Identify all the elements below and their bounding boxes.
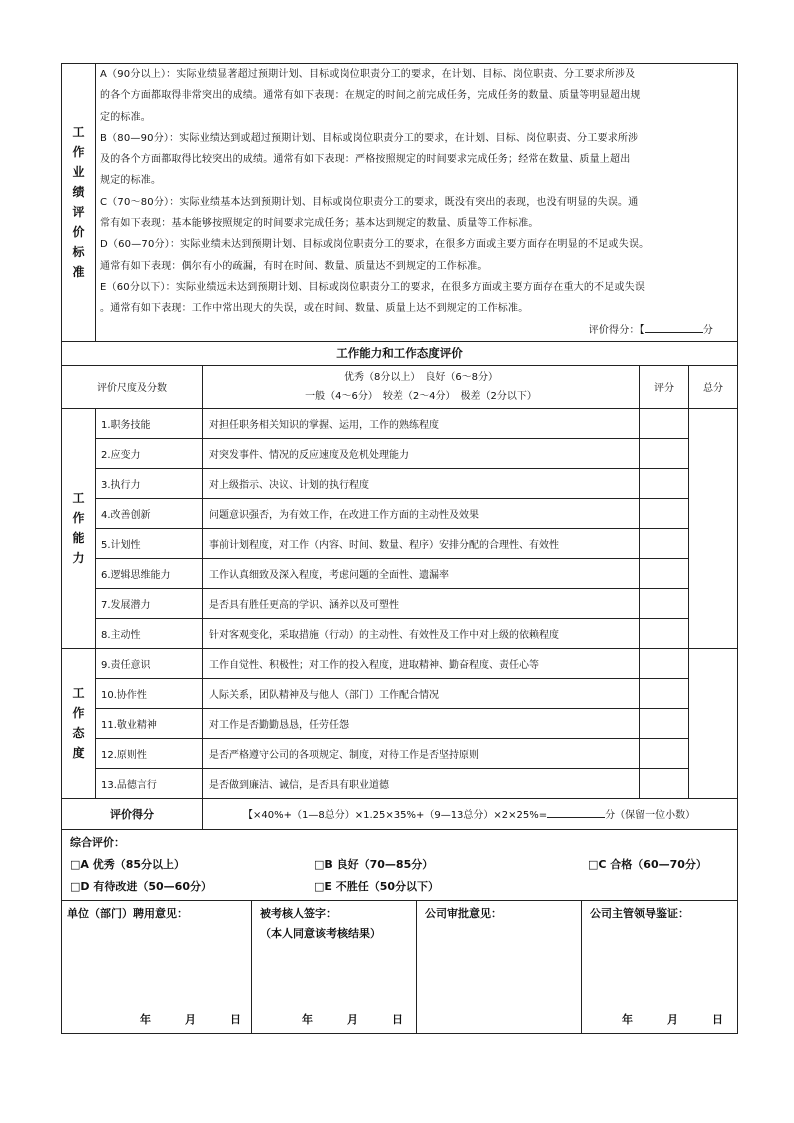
score-cell[interactable] <box>640 648 689 678</box>
score-cell[interactable] <box>640 588 689 618</box>
appraisal-form <box>61 63 737 1034</box>
criteria-line: 常有如下表现：基本能够按照规定的时间要求完成任务；基本达到规定的数量、质量等工作标准。 <box>100 218 539 230</box>
performance-score-line: 评价得分：【 分 <box>100 320 733 341</box>
ability-item-name: 3.执行力 <box>96 468 203 498</box>
attitude-item-desc: 是否严格遵守公司的各项规定、制度，对待工作是否坚持原则 <box>203 738 640 768</box>
ability-item-desc: 对担任职务相关知识的掌握、运用，工作的熟练程度 <box>203 408 640 438</box>
summary-label: 综合评价： <box>70 835 125 849</box>
score-cell[interactable] <box>640 768 689 798</box>
department-opinion-box[interactable]: 单位（部门）聘用意见： 年 月 日 <box>62 901 252 1034</box>
criteria-line: B（80—90分）：实际业绩达到或超过预期计划、目标或岗位职责分工的要求，在计划、目标、岗位职责、分工要求所涉 <box>100 132 639 144</box>
date-line: 年 月 日 <box>140 1012 241 1026</box>
criteria-line: 通常有如下表现：偶尔有小的疏漏，有时在时间、数量、质量达不到规定的工作标准。 <box>100 260 488 272</box>
criteria-line: A（90分以上）：实际业绩显著超过预期计划、目标或岗位职责分工的要求，在计划、目标、岗位职责、分工要求所涉及 <box>100 69 636 80</box>
criteria-line: C（70～80分）：实际业绩基本达到预期计划、目标或岗位职责分工的要求，既没有突出的表现，也没有明显的失误。通 <box>100 196 639 208</box>
ability-total-cell[interactable] <box>689 408 738 648</box>
ability-item-name: 5.计划性 <box>96 528 203 558</box>
criteria-line: 规定的标准。 <box>100 175 162 187</box>
attitude-item-desc: 是否做到廉洁、诚信，是否具有职业道德 <box>203 768 640 798</box>
performance-label: 工 作 业 绩 评 价 标 准 <box>62 64 96 342</box>
form-table <box>61 63 738 901</box>
score-cell[interactable] <box>640 438 689 468</box>
score-cell[interactable] <box>640 708 689 738</box>
option-e-checkbox[interactable]: □E 不胜任（50分以下） <box>314 879 440 893</box>
attitude-item-desc: 对工作是否勤勤恳恳，任劳任怨 <box>203 708 640 738</box>
performance-criteria <box>96 64 738 342</box>
score-cell[interactable] <box>640 408 689 438</box>
ability-item-desc: 是否具有胜任更高的学识、涵养以及可塑性 <box>203 588 640 618</box>
ability-item-desc: 对上级指示、决议、计划的执行程度 <box>203 468 640 498</box>
attitude-item-name: 9.责任意识 <box>96 648 203 678</box>
supervisor-verification-box[interactable]: 公司主管领导鉴证： 年 月 日 <box>582 901 738 1034</box>
score-cell[interactable] <box>640 678 689 708</box>
score-column-header: 评分 <box>640 365 689 408</box>
criteria-line: 定的标准。 <box>100 111 151 123</box>
section-title: 工作能力和工作态度评价 <box>62 341 738 365</box>
evaluation-score-input[interactable] <box>547 807 605 818</box>
score-cell[interactable] <box>640 528 689 558</box>
company-approval-box[interactable]: 公司审批意见： <box>417 901 582 1034</box>
summary-evaluation <box>62 829 738 900</box>
criteria-line: 。通常有如下表现：工作中常出现大的失误，或在时间、数量、质量上达不到规定的工作标准。 <box>100 303 529 315</box>
ability-item-desc: 针对客观变化，采取措施（行动）的主动性、有效性及工作中对上级的依赖程度 <box>203 618 640 648</box>
ability-item-desc: 工作认真细致及深入程度，考虑问题的全面性、遗漏率 <box>203 558 640 588</box>
evaluation-label: 评价得分 <box>62 798 203 829</box>
ability-item-name: 8.主动性 <box>96 618 203 648</box>
attitude-total-cell[interactable] <box>689 648 738 798</box>
option-b-checkbox[interactable]: □B 良好（70—85分） <box>314 857 434 871</box>
date-line: 年 月 日 <box>622 1012 723 1026</box>
score-cell[interactable] <box>640 558 689 588</box>
score-cell[interactable] <box>640 498 689 528</box>
score-cell[interactable] <box>640 738 689 768</box>
evaluation-formula: 【×40%+（1—8总分）×1.25×35%+（9—13总分）×2×25%= 分（保留一位小数） <box>203 798 738 829</box>
option-d-checkbox[interactable]: □D 有待改进（50—60分） <box>70 879 212 893</box>
score-cell[interactable] <box>640 468 689 498</box>
attitude-item-desc: 工作自觉性、积极性；对工作的投入程度，进取精神、勤奋程度、责任心等 <box>203 648 640 678</box>
employee-signature-box[interactable]: 被考核人签字： （本人同意该考核结果） 年 月 日 <box>252 901 417 1034</box>
attitude-label: 工 作 态 度 <box>62 648 96 798</box>
ability-item-desc: 问题意识强否，为有效工作，在改进工作方面的主动性及效果 <box>203 498 640 528</box>
scale-description: 优秀（8分以上） 良好（6～8分） 一般（4～6分） 较差（2～4分） 极差（2分以下） <box>203 365 640 408</box>
option-a-checkbox[interactable]: □A 优秀（85分以上） <box>70 857 186 871</box>
scale-label: 评价尺度及分数 <box>62 365 203 408</box>
ability-item-name: 7.发展潜力 <box>96 588 203 618</box>
ability-item-name: 1.职务技能 <box>96 408 203 438</box>
criteria-line: 及的各个方面都取得比较突出的成绩。通常有如下表现：严格按照规定的时间要求完成任务；经常在数量、质量上超出 <box>100 154 631 166</box>
ability-item-desc: 事前计划程度，对工作（内容、时间、数量、程序）安排分配的合理性、有效性 <box>203 528 640 558</box>
score-cell[interactable] <box>640 618 689 648</box>
attitude-item-name: 11.敬业精神 <box>96 708 203 738</box>
date-line: 年 月 日 <box>302 1012 403 1026</box>
option-c-checkbox[interactable]: □C 合格（60—70分） <box>588 857 707 871</box>
attitude-item-name: 13.品德言行 <box>96 768 203 798</box>
criteria-line: E（60分以下）：实际业绩远未达到预期计划、目标或岗位职责分工的要求，在很多方面或主要方面存在重大的不足或失误 <box>100 281 646 293</box>
criteria-line: D（60—70分）：实际业绩未达到预期计划、目标或岗位职责分工的要求，在很多方面或主要方面存在明显的不足或失误。 <box>100 239 650 251</box>
attitude-item-name: 12.原则性 <box>96 738 203 768</box>
attitude-item-name: 10.协作性 <box>96 678 203 708</box>
ability-item-name: 6.逻辑思维能力 <box>96 558 203 588</box>
criteria-line: 的各个方面都取得非常突出的成绩。通常有如下表现：在规定的时间之前完成任务，完成任务的数量、质量等明显超出规 <box>100 90 641 102</box>
ability-label: 工 作 能 力 <box>62 408 96 648</box>
ability-item-name: 2.应变力 <box>96 438 203 468</box>
performance-score-input[interactable] <box>645 322 703 333</box>
signature-table <box>61 901 738 1034</box>
ability-item-desc: 对突发事件、情况的反应速度及危机处理能力 <box>203 438 640 468</box>
attitude-item-desc: 人际关系，团队精神及与他人（部门）工作配合情况 <box>203 678 640 708</box>
total-column-header: 总分 <box>689 365 738 408</box>
ability-item-name: 4.改善创新 <box>96 498 203 528</box>
